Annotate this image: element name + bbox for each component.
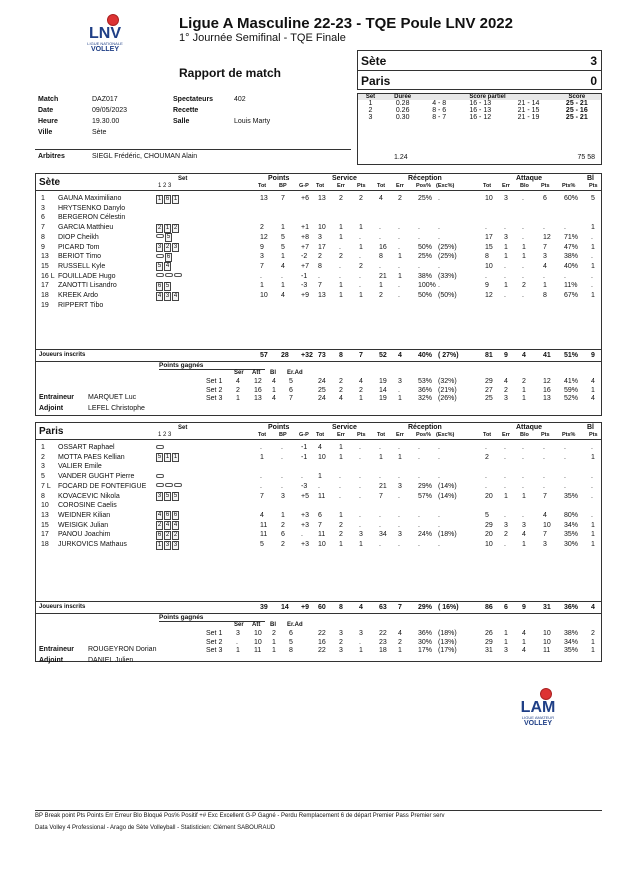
- footer-credit: Data Volley 4 Professional - Arago de Sète Volleyball - Statisticien: Clément SABOURAUD: [35, 825, 276, 831]
- total-duration: 1.24: [394, 154, 408, 161]
- substitution-icon: [156, 273, 164, 277]
- coach-name: MARQUET Luc: [88, 394, 137, 401]
- home-sets-won: 3: [590, 54, 597, 68]
- set-row: 2 0.26 8 - 6 16 - 13 21 - 15 25 - 16: [368, 107, 588, 114]
- set-row: 3 0.30 8 - 7 16 - 12 21 - 19 25 - 21: [368, 114, 588, 121]
- coach-name: ROUGEYRON Dorian: [88, 646, 157, 653]
- set-row: 1 0.28 4 - 8 16 - 13 21 - 14 25 - 21: [368, 100, 588, 107]
- team-score-box: [357, 50, 602, 90]
- home-team-section: Sète Set 1 2 3 Points Service Réception Attaque Bl Tot BP G-P Tot Err Pts Tot Err Pos% (Exc%) Tot Err Blo Pts Pts% Pts 1 GAUNA Maximiliano 1 6 1 13 7 +6 13 2 2 4 2 25% . 10 3 . 6 60% 5 3 HRYTSENKO Danylo 6 BERGERON Célestin 7 GARCIA Matthieu 2 1 2 2 1 +1 10 1 1 . . . . . . . . . 1 8 DIOP Cheikh 5 12 5 +8 3 1 . . . . . 17 3 . 12 71% . 9 PICARD Tom 3 2 3 9 5 +7 17 . 1 16 . 50% (25%) 15 1 1 7 47% 1 13 BERIOT Timo 6 3 1 -2 2 2 . 8 1 25% (25%) 8 1 1 3 38% . 15 RUSSELL Kyle 5 4 7 4 +7 8 . 2 . . . . 10 . . 4 40% 1 16 L FOUILLADE Hugo . . -1 . . . 21 1 38% (33%) . . . . . . 17 ZANOTTI Lisandro 6 5 1 1 -3 7 1 . 1 . 100% . 9 1 2 1 11% . 18 KREEK Ardo 4 3 4 10 4 +9 13 1 1 2 . 50% (50%) 12 . . 8 67% 1 19 RIPPERT Tibo Joueurs inscrits 57 28 +32 73 8 7 52 4 40% ( 27%) 81 9 4 41 51% 9 Points gagnés Ser Att Bl Er.Ad Set 1 4 12 4 5 24 2 4 19 3 53% (32%) 29 4 2 12 41% 4 Set 2 2 16 1 6 25 2 2 14 . 36% (21%) 27 2 1 16 59% 1 Set 3 1 13 4 7 24 4 1 19 1 32% (26%) 25 3 1 13 52% 4 Entraineur MARQUET Luc Adjoint LEFEL Christophe: [35, 173, 602, 416]
- venue: Louis Marty: [234, 118, 271, 125]
- assistant-name: DANIEL Julien: [88, 657, 134, 664]
- report-title: Rapport de match: [179, 66, 282, 80]
- assistant-name: LEFEL Christophe: [88, 405, 145, 412]
- substitution-icon: [156, 234, 164, 238]
- legend: BP Break point Pts Points Err Erreur Blo Bloqué Pos% Positif +# Exc Excellent G-P Gagné - Perdu Remplacement 6 de départ Premier Pass Premier serv: [35, 810, 602, 819]
- substitution-icon: [156, 445, 164, 449]
- referees: SIEGL Frédéric, CHOUMAN Alain: [92, 153, 198, 160]
- away-team-section: Paris Set 1 2 3 Points Service Réception Attaque Bl Tot BP G-P Tot Err Pts Tot Err Pos% (Exc%) Tot Err Blo Pts Pts% Pts 1 OSSART Raphael . . -1 4 1 . . . . . . . . . . . 2 MOTTA PAES Kellian 5 1 1 1 . -1 10 1 . 1 1 . . 2 . . . . 1 3 VALIER Emile 5 VANDER GUGHT Pierre . . . 1 . . . . . . . . . . . . 7 L FOCARD DE FONTEFIGUE . . -3 . . . 21 3 29% (14%) . . . . . . 8 KOVACEVIC Nikola 3 5 5 7 3 +5 11 . . 7 . 57% (14%) 20 1 1 7 35% . 10 COROSINE Caelis 13 WEIDNER Kilian 4 6 6 4 1 +3 6 1 . . . . . 5 . . 4 80% . 15 WEISIGK Julian 2 4 4 11 2 +3 7 2 . . . . . 29 3 3 10 34% 1 17 PANOU Joachim 6 2 2 11 6 . 11 2 3 34 3 24% (18%) 20 2 4 7 35% 1 18 JURKOVICS Mathaus 1 3 3 5 2 +3 10 1 1 . . . . 10 . 1 3 30% 1 Joueurs inscrits 39 14 +9 60 8 4 63 7 29% ( 16%) 86 6 9 31 36% 4 Points gagnés Ser Att Bl Er.Ad Set 1 3 10 2 6 22 3 3 22 4 36% (18%) 26 1 4 10 38% 2 Set 2 . 10 1 5 16 2 . 23 2 30% (13%) 29 1 1 10 34% 1 Set 3 1 11 1 8 22 3 1 18 1 17% (17%) 31 3 4 11 35% 1 Entraineur ROUGEYRON Dorian Adjoint DANIEL Julien: [35, 422, 602, 662]
- lam-logo: LAM LIGUE AMATEUR VOLLEY: [518, 688, 558, 728]
- substitution-icon: [156, 254, 164, 258]
- substitution-icon: [156, 483, 164, 487]
- sets-table: Set Durée Score partiel Score 1 0.28 4 - 8 16 - 13 21 - 14 25 - 21 2 0.26 8 - 6 16 - 13 21 - 15 25 - 16 3 0.30 8 - 7 16 - 12 21 - 19 25 - 21 1.24 75 58: [357, 93, 602, 165]
- substitution-icon: [174, 483, 182, 487]
- match-date: 09/05/2023: [92, 107, 128, 114]
- home-team-name: Sète: [361, 54, 387, 68]
- page-subtitle: 1° Journée Semifinal - TQE Finale: [179, 32, 346, 44]
- total-points: 75 58: [577, 154, 595, 161]
- substitution-icon: [165, 273, 173, 277]
- substitution-icon: [174, 273, 182, 277]
- team-name: Sète: [39, 177, 61, 188]
- away-sets-won: 0: [590, 74, 597, 88]
- match-time: 19.30.00: [92, 118, 120, 125]
- lnv-logo: LNV LIGUE NATIONALE VOLLEY: [85, 14, 125, 54]
- team-name: Paris: [39, 426, 64, 437]
- substitution-icon: [165, 483, 173, 487]
- match-code: DAZ017: [92, 96, 118, 103]
- page-title: Ligue A Masculine 22-23 - TQE Poule LNV 2022: [179, 15, 513, 32]
- spectators: 402: [234, 96, 246, 103]
- away-team-name: Paris: [361, 74, 391, 88]
- match-city: Sète: [92, 129, 107, 136]
- substitution-icon: [156, 474, 164, 478]
